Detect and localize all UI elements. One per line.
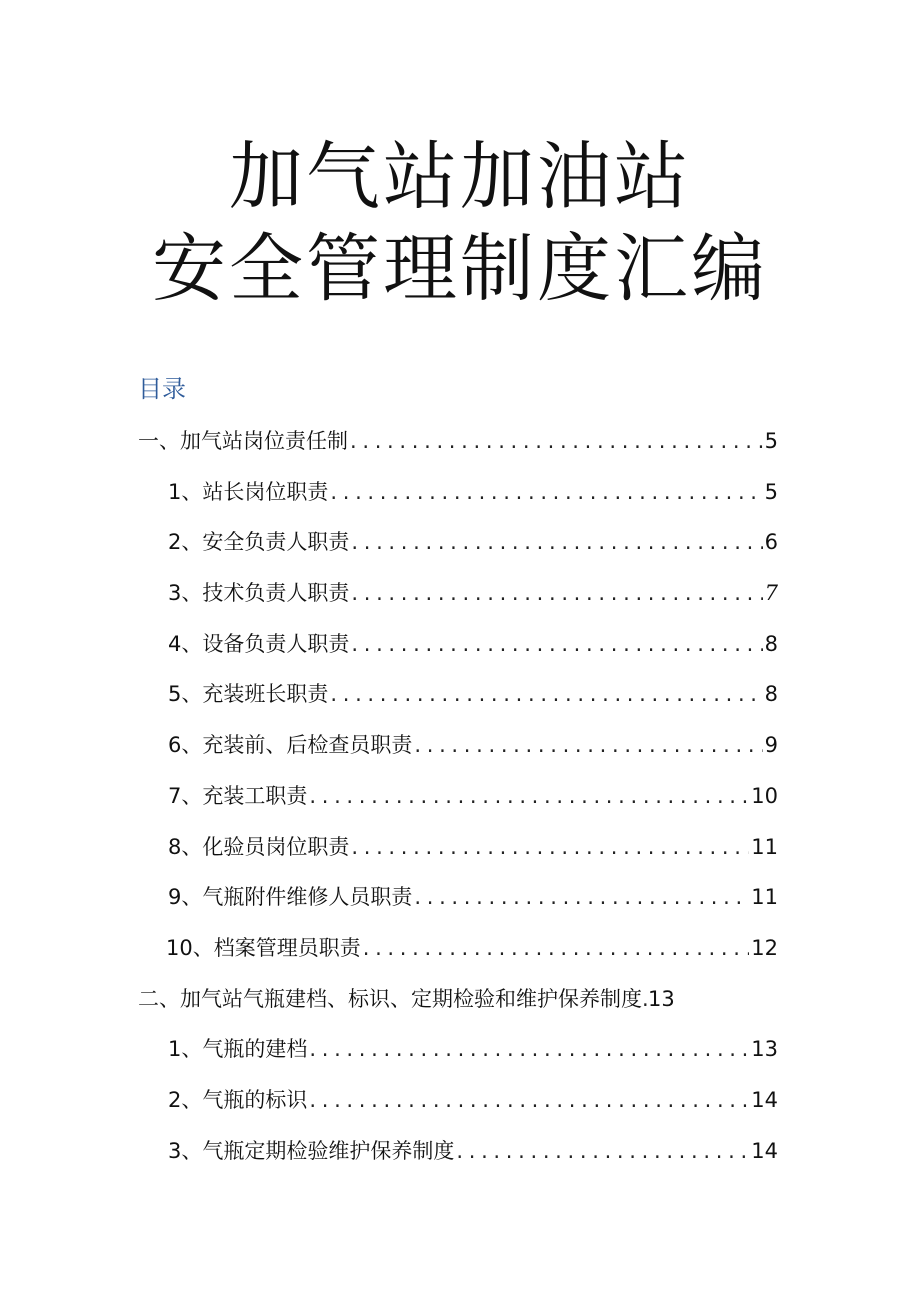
- document-title-line-1: 加气站加油站: [229, 134, 691, 220]
- toc-entry-page: 10: [751, 783, 778, 808]
- toc-dot-leader: [414, 727, 762, 763]
- toc-entry-label: 3、技术负责人职责: [168, 581, 350, 606]
- toc-entry-page: 13: [648, 986, 675, 1011]
- toc-entry[interactable]: [138, 423, 778, 474]
- toc-entry[interactable]: [138, 930, 778, 981]
- toc-entry-label: 二、加气站气瓶建档、标识、定期检验和维护保养制度: [138, 986, 642, 1011]
- toc-entry[interactable]: [138, 829, 778, 880]
- document-title-line-2: 安全管理制度汇编: [152, 226, 768, 312]
- toc-entry[interactable]: [138, 626, 778, 677]
- toc-entry-label: 2、气瓶的标识: [168, 1087, 308, 1112]
- toc-entry-page: 14: [751, 1087, 778, 1112]
- toc-dot-leader: [363, 930, 750, 966]
- toc-entry-page: 8: [764, 682, 778, 707]
- toc-entry[interactable]: [138, 676, 778, 727]
- toc-entry[interactable]: [138, 727, 778, 778]
- toc-entry-page: 5: [764, 479, 778, 504]
- toc-dot-leader: [414, 879, 749, 915]
- toc-entry-page: 11: [751, 834, 778, 859]
- toc-entry-page: 12: [751, 935, 778, 960]
- toc-dot-leader: [351, 575, 762, 611]
- toc-entry[interactable]: [138, 879, 778, 930]
- toc-dot-leader: [456, 1133, 749, 1169]
- toc-entry-page: 11: [751, 885, 778, 910]
- toc-entry[interactable]: [138, 778, 778, 829]
- toc-entry-page: 5: [764, 429, 778, 453]
- toc-entry-page: 8: [764, 631, 778, 656]
- toc-entry[interactable]: [138, 1082, 778, 1133]
- toc-entry-label: 6、充装前、后检查员职责: [168, 733, 413, 758]
- toc-heading: 目录: [138, 375, 186, 403]
- toc-entry-label: 1、站长岗位职责: [168, 479, 329, 504]
- toc-entry[interactable]: [138, 524, 778, 575]
- toc-entry-page: 14: [751, 1138, 778, 1163]
- toc-entry[interactable]: [138, 1031, 778, 1082]
- toc-entry-label: 一、加气站岗位责任制: [138, 429, 348, 453]
- toc-entry-label: 10、档案管理员职责: [166, 935, 361, 960]
- toc-entry-page: 7: [764, 581, 778, 606]
- toc-entry-label: 1、气瓶的建档: [168, 1037, 308, 1062]
- toc-dot-leader: [350, 423, 763, 459]
- toc-dot-leader: [330, 676, 762, 712]
- toc-dot-leader: [309, 1082, 749, 1118]
- toc-entry[interactable]: [138, 981, 778, 1032]
- toc-dot-leader: [351, 524, 762, 560]
- toc-dot-leader: [309, 1031, 749, 1067]
- toc-entry-label: 8、化验员岗位职责: [168, 834, 350, 859]
- toc-dot-leader: [351, 626, 762, 662]
- toc-entry-label: 4、设备负责人职责: [168, 631, 350, 656]
- toc-entry-label: 5、充装班长职责: [168, 682, 329, 707]
- toc-entry-page: 6: [764, 530, 778, 555]
- toc-dot-leader: [330, 474, 762, 510]
- toc-entry-label: 3、气瓶定期检验维护保养制度: [168, 1138, 455, 1163]
- toc-entry-label: 9、气瓶附件维修人员职责: [168, 885, 413, 910]
- toc-dot-leader: [309, 778, 749, 814]
- toc-entry[interactable]: [138, 474, 778, 525]
- toc-dot-leader: [351, 829, 749, 865]
- toc-entry-label: 7、充装工职责: [168, 783, 308, 808]
- toc-entry[interactable]: [138, 1133, 778, 1184]
- toc-entry[interactable]: [138, 575, 778, 626]
- table-of-contents: [138, 423, 778, 1183]
- toc-entry-page: 9: [764, 733, 778, 758]
- toc-entry-label: 2、安全负责人职责: [168, 530, 350, 555]
- toc-entry-page: 13: [751, 1037, 778, 1062]
